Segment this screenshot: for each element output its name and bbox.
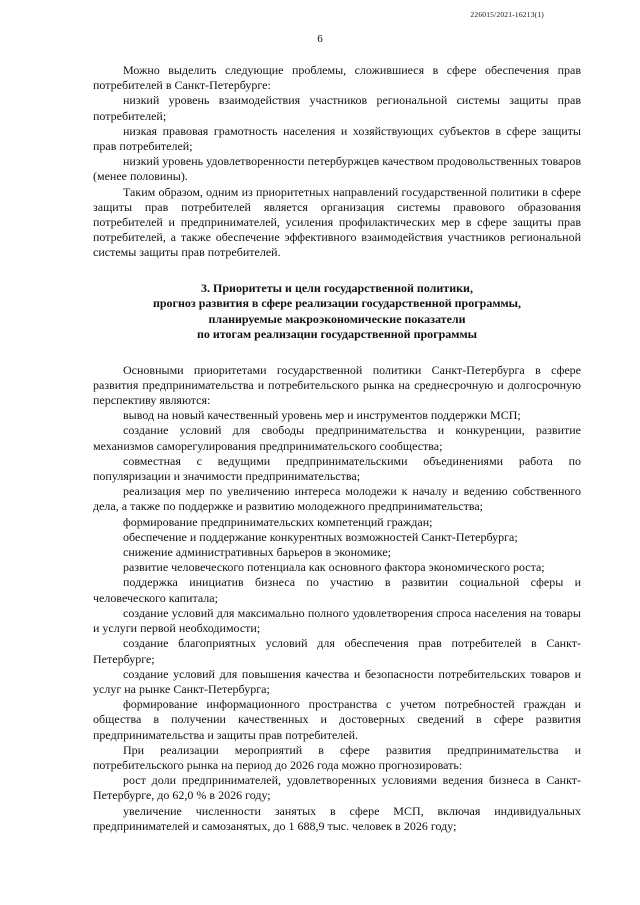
body-paragraph: реализация мер по увеличению интереса молодежи к началу и ведению собственного дела, а также по поддержке и развитию молодежного предпринимательства; [93, 484, 581, 514]
document-body [93, 63, 581, 834]
section-heading-line: 3. Приоритеты и цели государственной политики, [201, 280, 473, 295]
document-id: 226015/2021-16213(1) [470, 10, 544, 19]
body-paragraph: поддержка инициатив бизнеса по участию в развитии социальной сферы и человеческого капитала; [93, 575, 581, 605]
body-paragraph: создание благоприятных условий для обеспечения прав потребителей в Санкт-Петербурге; [93, 636, 581, 666]
body-paragraph: снижение административных барьеров в экономике; [123, 545, 391, 560]
body-paragraph: увеличение численности занятых в сфере МСП, включая индивидуальных предпринимателей и самозанятых, до 1 688,9 тыс. человек в 2026 году; [93, 803, 581, 833]
body-paragraph: создание условий для повышения качества и безопасности потребительских товаров и услуг на рынке Санкт-Петербурга; [93, 666, 581, 696]
intro-paragraph: низкая правовая грамотность населения и хозяйствующих субъектов в сфере защиты прав потребителей; [93, 123, 581, 154]
intro-paragraph: низкий уровень удовлетворенности петербуржцев качеством продовольственных товаров (менее половины). [93, 154, 581, 184]
intro-paragraph: Таким образом, одним из приоритетных направлений государственной политики в сфере защиты прав потребителей является организация системы правового образования потребителей и предпринимателей, усиления профилактических мер в сфере защиты прав потребителей, а также обеспечение эффективного взаимодействия участников региональной системы защиты прав потребителей. [93, 184, 581, 260]
page-number: 6 [317, 33, 323, 45]
body-paragraph: рост доли предпринимателей, удовлетворенных условиями ведения бизнеса в Санкт-Петербурге, до 62,0 % в 2026 году; [93, 773, 581, 803]
body-paragraph: создание условий для свободы предпринимательства и конкуренции, развитие механизмов саморегулирования предпринимательского сообщества; [93, 423, 581, 453]
section-heading-line: прогноз развития в сфере реализации государственной программы, [152, 296, 522, 311]
body-paragraph: совместная с ведущими предпринимательскими объединениями работа по популяризации и значимости предпринимательства; [93, 453, 581, 484]
intro-paragraph: Можно выделить следующие проблемы, сложившиеся в сфере обеспечения прав потребителей в Санкт-Петербурге: [93, 63, 581, 93]
section-heading-line: по итогам реализации государственной программы [196, 327, 477, 342]
section-heading [93, 281, 581, 343]
body-paragraph: формирование предпринимательских компетенций граждан; [123, 514, 433, 529]
body-paragraph: создание условий для максимально полного удовлетворения спроса населения на товары и услуги первой необходимости; [93, 605, 581, 636]
body-paragraph: Основными приоритетами государственной политики Санкт-Петербурга в сфере развития предпринимательства и потребительского рынка на среднесрочную и долгосрочную перспективу являются: [93, 362, 581, 408]
body-paragraph: формирование информационного пространства с учетом потребностей граждан и общества в получении качественных и достоверных сведений в сфере развития предпринимательства и защиты прав потребителей. [93, 697, 581, 742]
intro-paragraph: низкий уровень взаимодействия участников региональной системы защиты прав потребителей; [93, 93, 581, 123]
body-paragraph: обеспечение и поддержание конкурентных возможностей Санкт-Петербурга; [123, 529, 518, 544]
body-paragraph: развитие человеческого потенциала как основного фактора экономического роста; [123, 560, 545, 575]
section-heading-line: планируемые макроэкономические показатели [208, 311, 466, 326]
body-paragraph: При реализации мероприятий в сфере развития предпринимательства и потребительского рынка на период до 2026 года можно прогнозировать: [93, 742, 581, 772]
body-paragraph: вывод на новый качественный уровень мер и инструментов поддержки МСП; [123, 408, 521, 423]
